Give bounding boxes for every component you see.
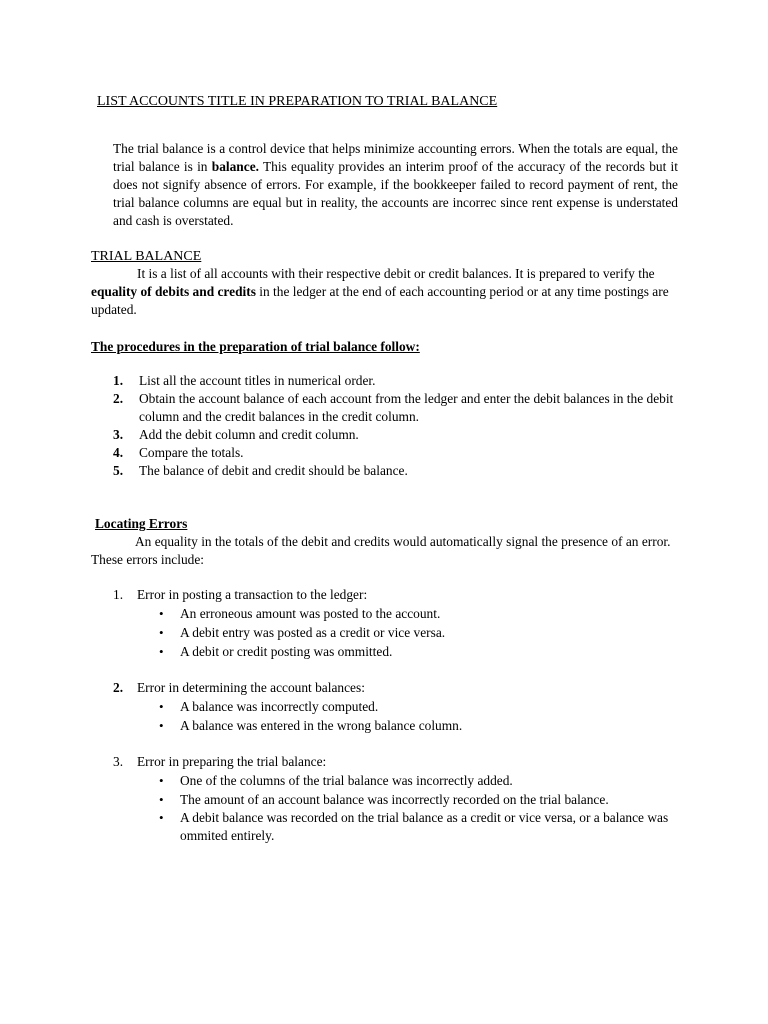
trial-part2: in the ledger at the end of each accounting period or at any time postings are updated.: [91, 284, 669, 317]
error-bullet: [159, 771, 683, 790]
error-bullet: [159, 642, 683, 661]
procedure-step: [113, 372, 683, 390]
bullet-glyph: •: [159, 810, 164, 825]
bullet-text: A balance was incorrectly computed.: [180, 699, 379, 714]
bullet-glyph: •: [159, 644, 164, 659]
error-group-title-text: Error in determining the account balances:: [137, 680, 365, 695]
trial-bold: equality of debits and credits: [91, 284, 256, 299]
error-group-title-text: Error in preparing the trial balance:: [137, 754, 327, 769]
bullet-text: A debit or credit posting was ommitted.: [180, 644, 393, 659]
trial-balance-text: [91, 265, 681, 319]
procedure-step: [113, 426, 683, 444]
bullet-glyph: •: [159, 718, 164, 733]
step-number: 1.: [113, 373, 124, 388]
bullet-glyph: •: [159, 625, 164, 640]
bullet-glyph: •: [159, 606, 164, 621]
intro-part1: The trial balance is a control device that helps minimize accounting errors. When the totals are equal, the trial balance is in: [113, 141, 678, 174]
intro-part2: This equality provides an interim proof of the accuracy of the records but it does not signify absence of errors. For example, if the bookkeeper failed to record payment of rent, the trial balance columns are equal but in reality, the accounts are incorrec since rent expense is understated and cash is overstated.: [113, 159, 678, 228]
error-group-number: 3.: [113, 754, 124, 769]
locating-errors-heading: Locating Errors: [95, 516, 188, 531]
error-group-title-text: Error in posting a transaction to the ledger:: [137, 587, 368, 602]
intro-bold: balance.: [211, 159, 259, 174]
bullet-text: A debit entry was posted as a credit or vice versa.: [180, 625, 446, 640]
trial-balance-paragraph: [91, 265, 681, 319]
procedure-step: [113, 462, 683, 480]
step-text: Obtain the account balance of each account from the ledger and enter the debit balances in the debit column and the credit balances in the credit column.: [139, 391, 674, 424]
procedures-heading: The procedures in the preparation of trial balance follow:: [91, 339, 420, 354]
error-group-title: [113, 753, 683, 771]
error-group-number: 1.: [113, 587, 124, 602]
step-text: Compare the totals.: [139, 445, 244, 460]
error-group-title: [113, 586, 683, 604]
trial-part1: It is a list of all accounts with their respective debit or credit balances. It is prepared to verify the: [137, 266, 655, 281]
error-bullet: [159, 604, 683, 623]
error-bullet: [159, 790, 683, 809]
procedure-step: [113, 390, 683, 426]
bullet-text: One of the columns of the trial balance was incorrectly added.: [180, 773, 513, 788]
procedures-list: [113, 372, 683, 480]
error-bullet-list: [159, 771, 683, 845]
error-group-trial-balance: [113, 753, 683, 845]
step-number: 5.: [113, 463, 124, 478]
error-group-title: [113, 679, 683, 697]
error-group-balances: [113, 679, 683, 735]
bullet-text: An erroneous amount was posted to the account.: [180, 606, 441, 621]
step-text: Add the debit column and credit column.: [139, 427, 359, 442]
bullet-text: A balance was entered in the wrong balance column.: [180, 718, 463, 733]
step-text: The balance of debit and credit should be balance.: [139, 463, 408, 478]
locating-errors-text: An equality in the totals of the debit and credits would automatically signal the presence of an error. These errors include:: [91, 534, 671, 567]
error-bullet: [159, 716, 683, 735]
error-bullet: [159, 697, 683, 716]
trial-balance-heading: TRIAL BALANCE: [91, 249, 202, 264]
procedure-step: [113, 444, 683, 462]
bullet-glyph: •: [159, 792, 164, 807]
locating-errors-paragraph: [91, 533, 681, 569]
error-bullet: [159, 623, 683, 642]
step-number: 3.: [113, 427, 124, 442]
error-group-posting: [113, 586, 683, 661]
step-number: 2.: [113, 391, 124, 406]
step-text: List all the account titles in numerical order.: [139, 373, 376, 388]
bullet-glyph: •: [159, 699, 164, 714]
error-bullet-list: [159, 604, 683, 661]
error-bullet: [159, 809, 683, 845]
intro-text: [113, 140, 678, 230]
bullet-text: A debit balance was recorded on the trial balance as a credit or vice versa, or a balance was ommited entirely.: [180, 810, 669, 843]
error-bullet-list: [159, 697, 683, 735]
intro-paragraph: [113, 140, 678, 230]
bullet-glyph: •: [159, 773, 164, 788]
error-group-number: 2.: [113, 680, 124, 695]
page-title: LIST ACCOUNTS TITLE IN PREPARATION TO TRIAL BALANCE: [97, 94, 498, 109]
step-number: 4.: [113, 445, 124, 460]
bullet-text: The amount of an account balance was incorrectly recorded on the trial balance.: [180, 792, 609, 807]
